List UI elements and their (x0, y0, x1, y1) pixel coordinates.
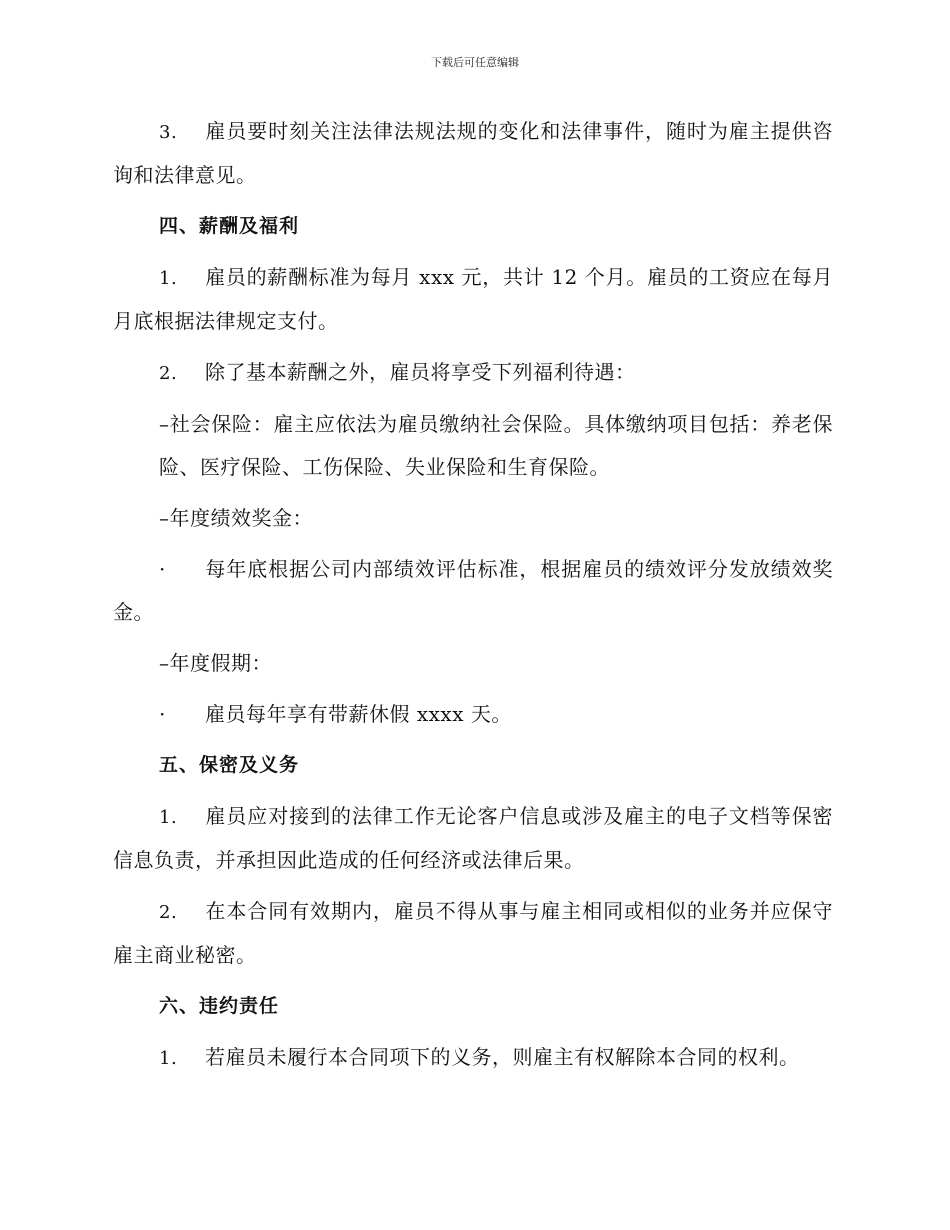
clause-number: 1. (159, 268, 178, 289)
clause-text: 除了基本薪酬之外，雇员将享受下列福利待遇： (205, 360, 636, 384)
document-body (113, 110, 833, 1088)
clause-number: 1. (159, 1048, 178, 1069)
clause-text: 雇员要时刻关注法律法规法规的变化和法律事件，随时为雇主提供咨询和法律意见。 (113, 119, 833, 187)
clause-1-salary (113, 256, 833, 343)
page-header: 下载后可任意编辑 (431, 56, 519, 69)
clause-text: 在本合同有效期内，雇员不得从事与雇主相同或相似的业务并应保守雇主商业秘密。 (113, 899, 833, 967)
bullet-leave-detail (113, 693, 833, 736)
bullet-bonus-detail (113, 548, 833, 634)
section-heading-confidentiality: 五、保密及义务 (159, 754, 300, 776)
clause-1-liability (113, 1036, 833, 1080)
clause-number: 1. (159, 807, 178, 828)
bullet-text: 雇员每年享有带薪休假 xxxx 天。 (205, 702, 512, 726)
clause-3-duties (113, 110, 833, 197)
clause-number: 2. (159, 363, 178, 384)
clause-2-benefits (113, 351, 833, 395)
clause-text: 雇员的薪酬标准为每月 xxx 元，共计 12 个月。雇员的工资应在每月月底根据法律规定支付。 (113, 265, 833, 333)
bullet-mark: · (159, 702, 166, 726)
clause-text: 若雇员未履行本合同项下的义务，则雇主有权解除本合同的权利。 (205, 1045, 800, 1069)
benefit-annual-leave: –年度假期： (159, 651, 272, 675)
clause-text: 雇员应对接到的法律工作无论客户信息或涉及雇主的电子文档等保密信息负责，并承担因此造成的任何经济或法律后果。 (113, 804, 833, 872)
section-heading-liability: 六、违约责任 (159, 995, 280, 1017)
clause-number: 3. (159, 122, 178, 143)
benefit-social-insurance: –社会保险：雇主应依法为雇员缴纳社会保险。具体缴纳项目包括：养老保险、医疗保险、工伤保险、失业保险和生育保险。 (159, 412, 833, 479)
bullet-text: 每年底根据公司内部绩效评估标准，根据雇员的绩效评分发放绩效奖金。 (113, 557, 833, 624)
clause-1-confidentiality (113, 795, 833, 882)
clause-2-non-compete (113, 890, 833, 977)
bullet-mark: · (159, 557, 166, 581)
benefit-annual-bonus: –年度绩效奖金： (159, 506, 313, 530)
clause-number: 2. (159, 902, 178, 923)
section-heading-salary: 四、薪酬及福利 (159, 215, 300, 237)
